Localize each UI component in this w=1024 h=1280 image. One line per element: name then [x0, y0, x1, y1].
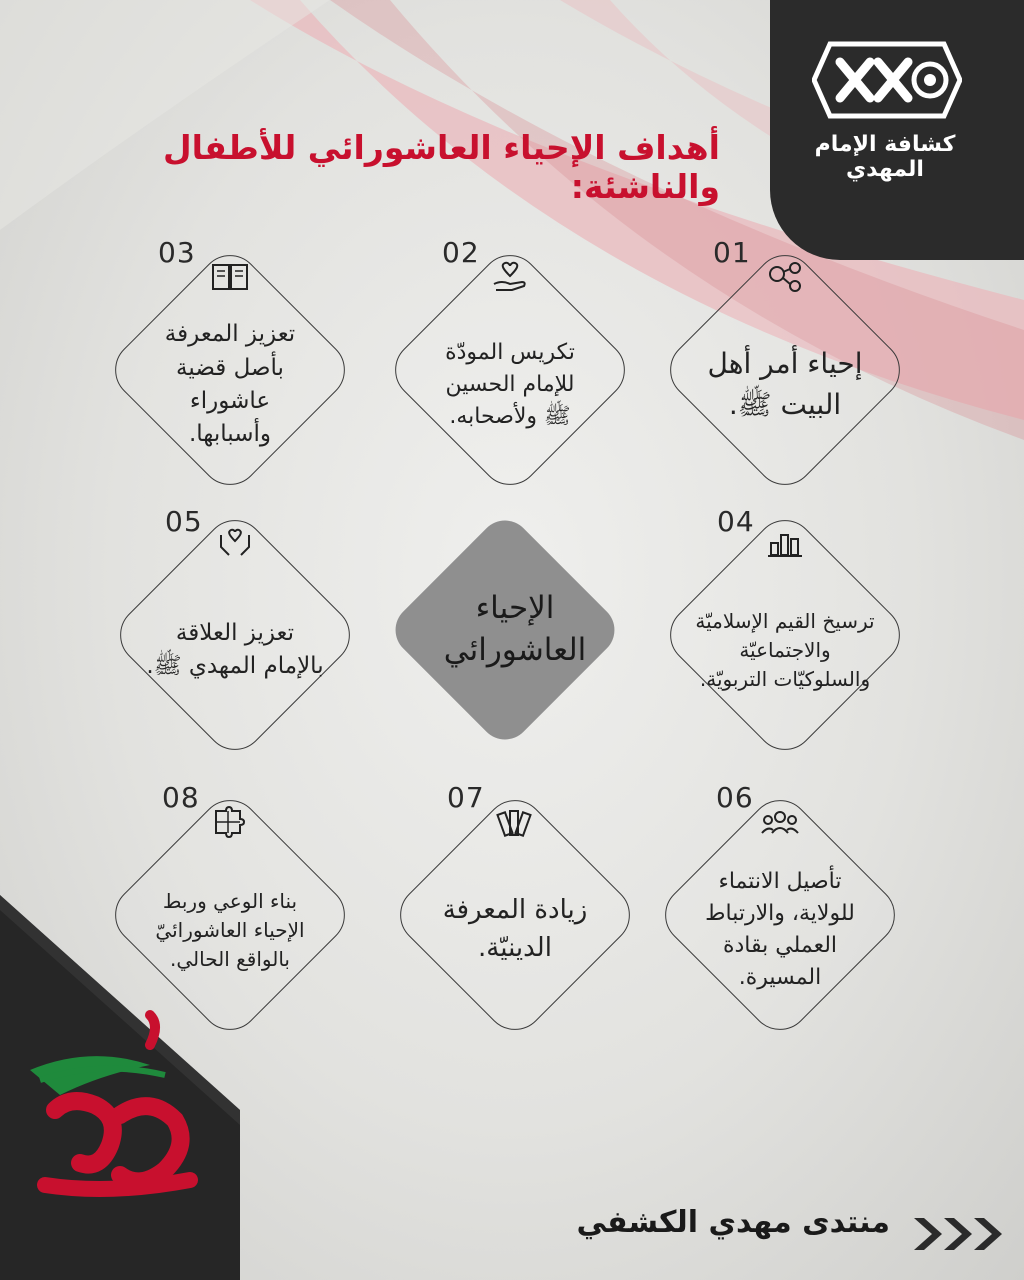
chevrons-right-icon — [910, 1212, 1005, 1256]
goal-number: 08 — [162, 781, 200, 814]
goal-number: 03 — [158, 236, 196, 269]
goal-card-07 — [385, 781, 645, 1045]
goal-number: 05 — [165, 505, 203, 538]
swatches-icon — [495, 805, 535, 839]
goal-text: إحياء أمر أهل البيت ﷺ. — [707, 347, 863, 421]
goal-text: تعزيز المعرفة بأصل قضية عاشوراء وأسبابها. — [164, 321, 296, 448]
goal-card-03 — [100, 236, 360, 500]
goal-text: تأصيل الانتماء للولاية، والارتباط العملي بقادة المسيرة. — [705, 869, 855, 990]
goal-number: 02 — [442, 236, 480, 269]
group-icon — [760, 805, 800, 839]
goal-card-04 — [655, 505, 915, 765]
footer-forum-name: منتدى مهدي الكشفي — [576, 1205, 890, 1240]
bar-chart-icon — [765, 525, 805, 559]
goal-text: زيادة المعرفة الدينيّة. — [442, 895, 588, 963]
goal-card-05 — [105, 505, 365, 765]
goal-number: 06 — [716, 781, 754, 814]
goal-text: تعزيز العلاقة بالإمام المهدي ﷺ. — [146, 619, 324, 679]
goal-number: 04 — [717, 505, 755, 538]
logo-panel — [770, 0, 1024, 260]
heart-hand-icon — [490, 260, 530, 294]
goal-number: 07 — [447, 781, 485, 814]
brand-name: كشافة الإمام المهدي — [814, 132, 956, 182]
hands-heart-icon — [215, 525, 255, 559]
campaign-emblem — [0, 895, 240, 1280]
page-title: أهداف الإحياء العاشورائي للأطفال والناشئة: — [162, 128, 720, 206]
goal-card-06 — [650, 781, 910, 1045]
goal-card-01 — [655, 236, 915, 500]
scout-logo-icon — [812, 40, 962, 120]
goal-card-02 — [380, 236, 640, 500]
goal-text: بناء الوعي وربط الإحياء العاشورائيّ بالواقع الحالي. — [155, 888, 305, 971]
center-label: الإحياء العاشورائي — [443, 590, 587, 668]
people-network-icon — [765, 260, 805, 294]
open-book-icon — [210, 260, 250, 294]
goal-text: تكريس المودّة للإمام الحسين ﷺ ولأصحابه. — [445, 340, 575, 429]
goal-text: ترسيخ القيم الإسلاميّة والاجتماعيّة والسلوكيّات التربويّة. — [695, 608, 875, 691]
puzzle-icon — [210, 805, 250, 839]
goal-number: 01 — [713, 236, 751, 269]
